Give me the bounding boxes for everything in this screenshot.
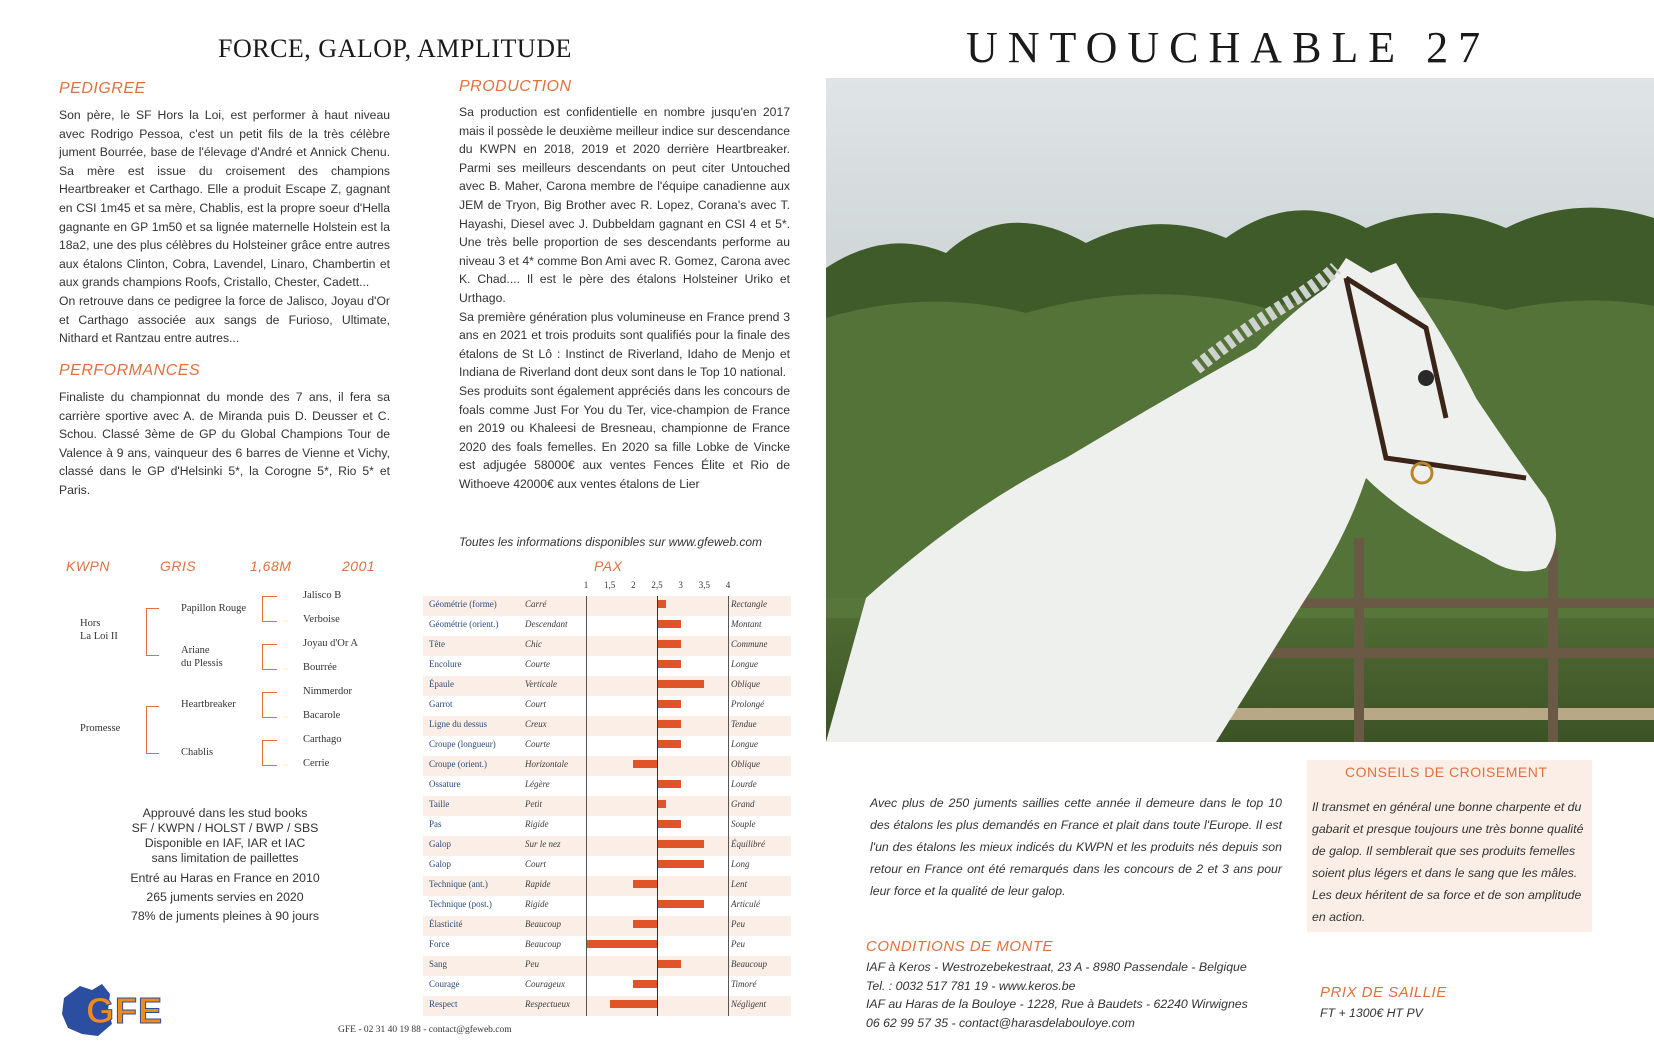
tree-connector <box>146 706 159 754</box>
pax-row-high: Prolongé <box>731 699 765 709</box>
pax-row <box>423 716 791 736</box>
pax-row-high: Timoré <box>731 979 757 989</box>
prix-heading: PRIX DE SAILLIE <box>1320 984 1447 1001</box>
pax-row-low: Rapide <box>525 879 551 889</box>
pax-row-label: Technique (post.) <box>429 899 492 909</box>
pax-row <box>423 596 791 616</box>
performances-heading: PERFORMANCES <box>59 362 201 379</box>
approval-line: Entré au Haras en France en 2010 <box>130 871 320 885</box>
pax-row-low: Légère <box>525 779 550 789</box>
pax-row <box>423 756 791 776</box>
pax-row-low: Carré <box>525 599 547 609</box>
approval-line: SF / KWPN / HOLST / BWP / SBS <box>131 821 319 835</box>
conditions-line: Tel. : 0032 517 781 19 - www.keros.be <box>866 978 1076 993</box>
pax-row-label: Géométrie (forme) <box>429 599 497 609</box>
pax-row <box>423 696 791 716</box>
pax-row-high: Rectangle <box>731 599 767 609</box>
pax-row <box>423 796 791 816</box>
pax-row-low: Courte <box>525 739 551 749</box>
pax-scale-tick: 1,5 <box>604 580 616 590</box>
conditions-line: IAF au Haras de la Bouloye - 1228, Rue à Baudets - 62240 Wirwignes <box>866 997 1248 1011</box>
pax-bar <box>610 1000 657 1008</box>
pax-bar <box>657 860 704 868</box>
pax-bar <box>657 660 681 668</box>
pax-rows <box>423 596 791 1016</box>
pax-row-low: Rigide <box>525 819 549 829</box>
pax-bar <box>657 900 704 908</box>
pax-row-high: Beaucoup <box>731 959 767 969</box>
pax-bar <box>633 880 657 888</box>
production-footnote: Toutes les informations disponibles sur www.gfeweb.com <box>459 535 763 549</box>
pax-bar <box>633 920 657 928</box>
tree-g3: Nimmerdor <box>303 686 352 697</box>
pax-bar <box>657 720 681 728</box>
pax-bar <box>657 820 681 828</box>
pax-bar <box>657 620 681 628</box>
tree-g2: Papillon Rouge <box>181 603 247 614</box>
pax-row <box>423 616 791 636</box>
pax-row-low: Chic <box>525 639 542 649</box>
pedigree-heading: PEDIGREE <box>59 80 146 97</box>
pax-row-high: Peu <box>731 939 745 949</box>
pax-row-high: Oblique <box>731 759 760 769</box>
footer-contact: GFE - 02 31 40 19 88 - contact@gfeweb.com <box>338 1025 512 1035</box>
fact-breed: KWPN <box>66 558 110 574</box>
tree-dam: Promesse <box>80 723 121 734</box>
pax-row-low: Beaucoup <box>525 939 561 949</box>
fact-color: GRIS <box>160 558 197 574</box>
approval-line: 265 juments servies en 2020 <box>146 890 304 904</box>
tree-g2: Ariane du Plessis <box>181 645 223 669</box>
pax-row-label: Technique (ant.) <box>429 879 488 889</box>
pax-scale-tick: 4 <box>725 580 731 590</box>
pax-bar <box>657 740 681 748</box>
pax-row-high: Négligent <box>731 999 766 1009</box>
pax-row-high: Oblique <box>731 679 760 689</box>
tree-g3: Bourrée <box>303 662 337 673</box>
pax-row-low: Rigide <box>525 899 549 909</box>
pax-row-high: Longue <box>731 659 758 669</box>
pax-row-low: Creux <box>525 719 547 729</box>
approval-line: Disponible en IAF, IAR et IAC <box>144 836 306 850</box>
pax-row <box>423 816 791 836</box>
pax-row-high: Longue <box>731 739 758 749</box>
tree-g3: Jalisco B <box>303 590 342 601</box>
pax-bar <box>657 960 681 968</box>
pax-bar <box>586 940 657 948</box>
pax-scale-tick: 1 <box>583 580 589 590</box>
pax-row-low: Courageux <box>525 979 565 989</box>
pax-row-high: Commune <box>731 639 768 649</box>
conditions-lines <box>866 958 1248 1032</box>
pedigree-paragraph: Son père, le SF Hors la Loi, est performer à haut niveau avec Rodrigo Pessoa, c'est un petit fils de la très célèbre jument Bourrée, base de l'élevage d'André et Annick Chenu. Sa mère est issue du croisement des champions Heartbreaker et Carthago. Elle a produit Escape Z, gagnant en CSI 1m45 et sa mère, Chablis, est la propre soeur d'Hella gagnante en GP 1m50 et sa lignée maternelle Holstein est la 18a2, une des plus célèbres du Holsteiner grâce entre autres aux étalons Clinton, Cobra, Lavendel, Linaro, Chambertin et aux grands champions Roofs, Cristallo, Chester, Cadett... <box>59 108 390 290</box>
conseils-text: Il transmet en général une bonne charpente et du gabarit et presque toujours une très bonne qualité de galop. Il semblerait que ses produits femelles soient plus légers et dans le sang que les mâles. Les deux héritent de sa force et de son amplitude en action. <box>1312 800 1584 924</box>
tree-g3: Carthago <box>303 734 342 745</box>
pax-row-high: Lent <box>731 879 748 889</box>
pax-axis-line <box>657 596 658 1016</box>
conditions-line: IAF à Keros - Westrozebekestraat, 23 A - 8980 Passendale - Belgique <box>866 960 1247 974</box>
chart-title: PAX <box>594 558 623 574</box>
tree-connector <box>262 596 277 622</box>
production-paragraph: Ses produits sont également appréciés dans les concours de foals comme Just For You du Ter, vice-champion de France en 2019 ou Khaleesi de Bresneau, championne de France 2020 des foals femelles. En 2020 sa fille Lobke de Vincke est adjugée 58000€ aux ventes Fences Élite et Rio de Withoeve 42000€ aux ventes étalons de Lier <box>459 383 790 491</box>
pax-bar <box>657 700 681 708</box>
pax-row <box>423 896 791 916</box>
pax-scale-tick: 2,5 <box>651 580 663 590</box>
fact-height: 1,68M <box>250 558 292 574</box>
production-paragraph: Sa production est confidentielle en nombre jusqu'en 2017 mais il possède le deuxième meilleur indice sur descendance du KWPN en 2018, 2019 et 2020 derrière Heartbreaker. Parmi ses meilleurs descendants on peut citer Untouched avec B. Maher, Carona membre de l'équipe canadienne aux JEM de Tryon, Big Brother avec R. Lopez, Corana's avec T. Hayashi, Diesel avec J. Dubbeldam gagnant en CSI 4 et 5*. Une très belle proportion de ses descendants performe au niveau 3 et 4* comme Bon Ami avec R. Gomez, Carona avec K. Chad.... Il est le père des étalons Holsteiner Uriko et Urthago. <box>459 105 790 305</box>
pax-row <box>423 636 791 656</box>
pax-chart <box>423 580 791 1020</box>
pax-row-label: Épaule <box>429 679 454 689</box>
pax-bar <box>633 980 657 988</box>
pax-row-high: Articulé <box>731 899 760 909</box>
description-text: Avec plus de 250 juments saillies cette année il demeure dans le top 10 des étalons les plus demandés en France et plait dans toute l'Europe. Il est l'un des étalons les mieux indicés du KWPN et les produits nés depuis son retour en France ont été remarqués dans les concours de 2 et 3 ans pour leur force et la qualité de leur galop. <box>870 796 1282 898</box>
pax-scale <box>423 580 791 594</box>
tree-g2: Chablis <box>181 747 214 758</box>
conditions-heading: CONDITIONS DE MONTE <box>866 938 1054 955</box>
pax-row-label: Force <box>429 939 450 949</box>
pax-axis-line <box>728 596 729 1016</box>
pax-row-low: Descendant <box>525 619 568 629</box>
pax-axis-line <box>586 596 587 1016</box>
pax-bar <box>657 840 704 848</box>
pax-row-label: Ossature <box>429 779 461 789</box>
pax-row-low: Verticale <box>525 679 557 689</box>
gfe-logo <box>58 980 178 1040</box>
pax-scale-tick: 2 <box>631 580 636 590</box>
pax-bar <box>657 780 681 788</box>
pax-row-low: Peu <box>525 959 539 969</box>
pax-row-high: Grand <box>731 799 755 809</box>
pax-bar <box>657 640 681 648</box>
pax-row <box>423 876 791 896</box>
conseils-heading: CONSEILS DE CROISEMENT <box>1345 764 1548 780</box>
tree-connector <box>146 608 159 656</box>
tree-connector <box>262 692 277 718</box>
pax-row <box>423 996 791 1016</box>
pax-row <box>423 776 791 796</box>
stallion-photo <box>826 78 1654 742</box>
production-heading: PRODUCTION <box>459 78 572 95</box>
pedigree-paragraph: On retrouve dans ce pedigree la force de Jalisco, Joyau d'Or et Carthago associée aux sangs de Furioso, Ultimate, Nithard et Rantzau entre autres... <box>59 293 390 346</box>
pax-row <box>423 856 791 876</box>
pax-row-label: Galop <box>429 839 451 849</box>
approval-line: sans limitation de paillettes <box>151 851 299 865</box>
conseils-box <box>1307 760 1592 932</box>
pax-row <box>423 676 791 696</box>
logo-text: GFE <box>86 990 164 1031</box>
pax-row-low: Courte <box>525 659 551 669</box>
pax-row <box>423 736 791 756</box>
pax-row-label: Garrot <box>429 699 453 709</box>
tree-connector <box>262 740 277 766</box>
performances-text: Finaliste du championnat du monde des 7 ans, il fera sa carrière sportive avec A. de Miranda puis D. Deusser et C. Schou. Classé 3ème de GP du Global Champions Tour de Valence à 9 ans, vainqueur des 6 barres de Vienne et Vichy, classé dans le GP d'Helsinki 5*, la Corogne 5*, Rio 5* et Paris. <box>59 390 390 497</box>
pax-row <box>423 956 791 976</box>
page-title-left: FORCE, GALOP, AMPLITUDE <box>218 34 572 63</box>
pax-row-label: Taille <box>429 799 450 809</box>
fact-year: 2001 <box>342 558 376 574</box>
pax-row-label: Pas <box>429 819 442 829</box>
horse-image <box>826 78 1654 742</box>
pax-row-label: Ligne du dessus <box>429 719 487 729</box>
pax-row-low: Court <box>525 699 547 709</box>
tree-g3: Bacarole <box>303 710 341 721</box>
pax-scale-tick: 3,5 <box>698 580 710 590</box>
approval-block <box>100 806 350 926</box>
pax-row-label: Élasticité <box>429 919 463 929</box>
pax-row-high: Peu <box>731 919 745 929</box>
tree-g3: Cerrie <box>303 758 330 769</box>
pax-row <box>423 936 791 956</box>
pax-row-high: Lourde <box>731 779 757 789</box>
pax-row-high: Équilibré <box>731 839 765 849</box>
pax-row-low: Sur le nez <box>525 839 561 849</box>
page-title-right: UNTOUCHABLE 27 <box>966 23 1491 72</box>
prix-value: FT + 1300€ HT PV <box>1320 1006 1423 1020</box>
pedigree-text <box>59 106 390 348</box>
pax-row <box>423 656 791 676</box>
pax-row-label: Courage <box>429 979 460 989</box>
pax-row-label: Tête <box>429 639 445 649</box>
pax-row-low: Horizontale <box>525 759 569 769</box>
approval-line: Approuvé dans les stud books <box>142 806 308 820</box>
pax-bar <box>657 800 666 808</box>
pax-row-label: Galop <box>429 859 451 869</box>
conditions-line: 06 62 99 57 35 - contact@harasdelabouloye.com <box>866 1015 1135 1030</box>
tree-g2: Heartbreaker <box>181 699 236 710</box>
pax-row-label: Croupe (longueur) <box>429 739 496 749</box>
pax-row-label: Encolure <box>429 659 462 669</box>
approval-line: 78% de juments pleines à 90 jours <box>131 909 319 923</box>
pax-row-high: Long <box>731 859 750 869</box>
pax-row-low: Beaucoup <box>525 919 561 929</box>
pax-row-label: Croupe (orient.) <box>429 759 487 769</box>
pax-row-label: Sang <box>429 959 447 969</box>
tree-connector <box>262 644 277 670</box>
production-paragraph: Sa première génération plus volumineuse en France prend 3 ans en 2021 et trois produits sont qualifiés pour la finale des étalons de St Lô : Instinct de Riverland, Idaho de Menjo et Indiana de Riverland dont deux sont dans le Top 10 national. <box>459 309 790 380</box>
pax-bar <box>657 680 704 688</box>
pax-row-low: Petit <box>525 799 542 809</box>
pax-row <box>423 836 791 856</box>
pax-row-high: Montant <box>731 619 762 629</box>
pax-row-high: Tendue <box>731 719 757 729</box>
pax-row-low: Respectueux <box>525 999 570 1009</box>
pax-row-low: Court <box>525 859 547 869</box>
pax-scale-tick: 3 <box>678 580 683 590</box>
tree-g3: Joyau d'Or A <box>303 638 358 649</box>
pax-row <box>423 976 791 996</box>
pax-bar <box>657 600 666 608</box>
pax-row-label: Géométrie (orient.) <box>429 619 499 629</box>
tree-g3: Verboise <box>303 614 340 625</box>
pax-row <box>423 916 791 936</box>
pax-row-high: Souple <box>731 819 756 829</box>
tree-sire: Hors La Loi II <box>80 618 118 642</box>
pax-row-label: Respect <box>429 999 458 1009</box>
production-text <box>459 103 790 493</box>
pax-bar <box>633 760 657 768</box>
